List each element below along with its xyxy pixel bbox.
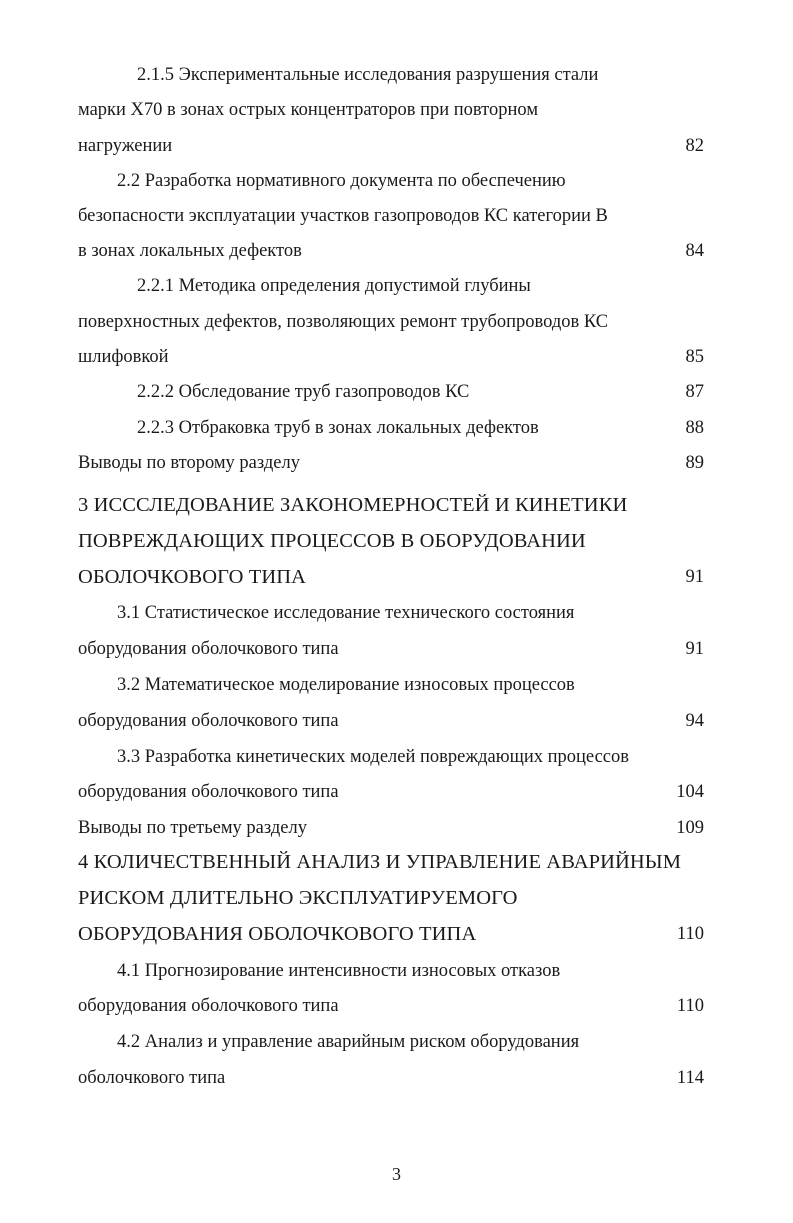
- toc-page-number: 110: [676, 996, 704, 1016]
- toc-page-number: 91: [685, 567, 704, 587]
- toc-entry-3-2-line1: 3.2 Математическое моделирование износовых процессов: [117, 675, 575, 695]
- toc-chapter-3-line2: ПОВРЕЖДАЮЩИХ ПРОЦЕССОВ В ОБОРУДОВАНИИ: [78, 530, 586, 552]
- toc-chapter-3-line3: ОБОЛОЧКОВОГО ТИПА: [78, 566, 307, 588]
- toc-entry-conclusions-2: Выводы по второму разделу: [78, 453, 300, 473]
- toc-entry-3-3-line1: 3.3 Разработка кинетических моделей повреждающих процессов: [117, 747, 629, 767]
- toc-page-number: 85: [685, 347, 704, 367]
- toc-entry-2-1-5-line2: марки Х70 в зонах острых концентраторов при повторном: [78, 100, 539, 120]
- toc-entry-4-2-line2: оболочкового типа: [78, 1068, 226, 1088]
- toc-page-number: 82: [685, 136, 704, 156]
- toc-entry-2-1-5-line1: 2.1.5 Экспериментальные исследования разрушения стали: [137, 65, 599, 85]
- toc-page-number: 89: [685, 453, 704, 473]
- toc-entry-2-2-2: 2.2.2 Обследование труб газопроводов КС: [137, 382, 470, 402]
- toc-page-number: 104: [676, 782, 704, 802]
- toc-page-number: 88: [685, 418, 704, 438]
- toc-entry-2-2-1-line1: 2.2.1 Методика определения допустимой глубины: [137, 276, 531, 296]
- toc-entry-2-1-5-line3: нагружении: [78, 136, 173, 156]
- toc-page-number: 87: [685, 382, 704, 402]
- toc-entry-3-2-line2: оборудования оболочкового типа: [78, 711, 339, 731]
- toc-page-number: 110: [676, 924, 704, 944]
- toc-entry-3-1-line1: 3.1 Статистическое исследование технического состояния: [117, 603, 575, 623]
- toc-entry-conclusions-3: Выводы по третьему разделу: [78, 818, 307, 838]
- toc-entry-2-2-1-line3: шлифовкой: [78, 347, 169, 367]
- toc-entry-2-2-line3: в зонах локальных дефектов: [78, 241, 302, 261]
- toc-entry-4-1-line1: 4.1 Прогнозирование интенсивности износовых отказов: [117, 961, 561, 981]
- toc-chapter-4-line2: РИСКОМ ДЛИТЕЛЬНО ЭКСПЛУАТИРУЕМОГО: [78, 887, 518, 909]
- toc-entry-2-2-1-line2: поверхностных дефектов, позволяющих ремонт трубопроводов КС: [78, 312, 609, 332]
- toc-entry-4-2-line1: 4.2 Анализ и управление аварийным риском оборудования: [117, 1032, 580, 1052]
- toc-entry-3-1-line2: оборудования оболочкового типа: [78, 639, 339, 659]
- toc-entry-3-3-line2: оборудования оболочкового типа: [78, 782, 339, 802]
- toc-entry-2-2-line1: 2.2 Разработка нормативного документа по обеспечению: [117, 171, 566, 191]
- toc-page-number: 91: [685, 639, 704, 659]
- toc-chapter-4-line1: 4 КОЛИЧЕСТВЕННЫЙ АНАЛИЗ И УПРАВЛЕНИЕ АВАРИЙНЫМ: [78, 851, 682, 873]
- page-number-footer: 3: [392, 1164, 401, 1184]
- toc-chapter-4-line3: ОБОРУДОВАНИЯ ОБОЛОЧКОВОГО ТИПА: [78, 923, 477, 945]
- toc-entry-2-2-3: 2.2.3 Отбраковка труб в зонах локальных дефектов: [137, 418, 539, 438]
- toc-entry-2-2-line2: безопасности эксплуатации участков газопроводов КС категории В: [78, 206, 608, 226]
- toc-page-number: 94: [685, 711, 704, 731]
- toc-page-number: 109: [676, 818, 704, 838]
- toc-chapter-3-line1: 3 ИСССЛЕДОВАНИЕ ЗАКОНОМЕРНОСТЕЙ И КИНЕТИКИ: [78, 494, 628, 516]
- toc-entry-4-1-line2: оборудования оболочкового типа: [78, 996, 339, 1016]
- toc-page-number: 84: [685, 241, 704, 261]
- toc-page-number: 114: [676, 1068, 704, 1088]
